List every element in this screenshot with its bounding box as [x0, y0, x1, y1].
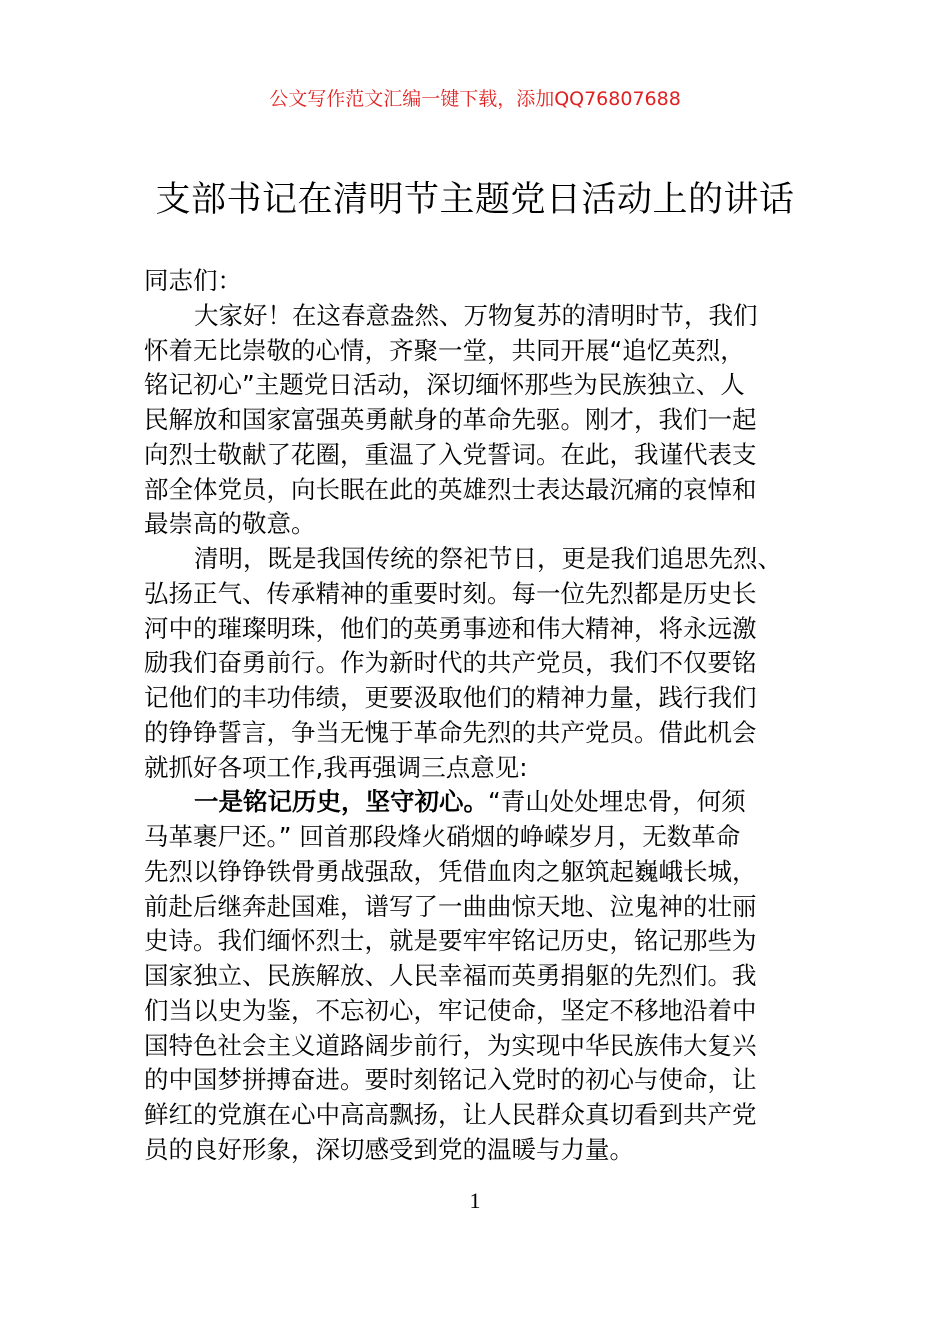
paragraph-line: 弘扬正气、传承精神的重要时刻。每一位先烈都是历史长	[144, 578, 757, 608]
paragraph-1	[144, 299, 814, 542]
paragraph-line	[144, 785, 814, 820]
document-body	[144, 264, 814, 1168]
paragraph-line: 记他们的丰功伟绩，更要汲取他们的精神力量，践行我们	[144, 683, 757, 712]
paragraph-line: 史诗。我们缅怀烈士，就是要牢牢铭记历史，铭记那些为	[144, 926, 757, 956]
paragraph-line: 的铮铮誓言，争当无愧于革命先烈的共产党员。借此机会	[144, 717, 757, 747]
paragraph-line: 铭记初心”主题党日活动，深切缅怀那些为民族独立、人	[144, 370, 745, 400]
paragraph-line: 励我们奋勇前行。作为新时代的共产党员，我们不仅要铭	[144, 648, 757, 678]
paragraph-line: 先烈以铮铮铁骨勇战强敌，凭借血肉之躯筑起巍峨长城，	[144, 856, 757, 886]
quote-text: “青山处处埋忠骨，何须	[488, 787, 746, 817]
download-promo-header: 公文写作范文汇编一键下载，添加QQ76807688	[269, 88, 681, 110]
document-title: 支部书记在清明节主题党日活动上的讲话	[155, 180, 795, 220]
page-number: 1	[469, 1188, 481, 1213]
paragraph-line: 们当以史为鉴，不忘初心，牢记使命，坚定不移地沿着中	[144, 995, 757, 1025]
paragraph-line: 最崇高的敬意。	[144, 509, 316, 539]
paragraph-line: 前赴后继奔赴国难，谱写了一曲曲惊天地、泣鬼神的壮丽	[144, 891, 757, 921]
paragraph-line: 河中的璀璨明珠，他们的英勇事迹和伟大精神，将永远激	[144, 613, 757, 643]
paragraph-line: 的中国梦拼搏奋进。要时刻铭记入党时的初心与使命，让	[144, 1065, 757, 1095]
paragraph-line: 马革裹尸还。” 回首那段烽火硝烟的峥嵘岁月，无数革命	[144, 822, 741, 851]
salutation: 同志们：	[144, 266, 242, 295]
paragraph-line: 清明，既是我国传统的祭祀节日，更是我们追思先烈、	[194, 544, 782, 573]
paragraph-line: 向烈士敬献了花圈，重温了入党誓词。在此，我谨代表支	[144, 439, 757, 469]
paragraph-3	[144, 785, 814, 1167]
section-heading: 一是铭记历史，坚守初心。	[194, 787, 488, 817]
paragraph-line: 鲜红的党旗在心中高高飘扬，让人民群众真切看到共产党	[144, 1100, 757, 1129]
paragraph-line: 国家独立、民族解放、人民幸福而英勇捐躯的先烈们。我	[144, 961, 757, 990]
paragraph-line: 部全体党员，向长眠在此的英雄烈士表达最沉痛的哀悼和	[144, 474, 757, 504]
paragraph-2	[144, 542, 814, 785]
paragraph-line: 国特色社会主义道路阔步前行，为实现中华民族伟大复兴	[144, 1030, 757, 1060]
paragraph-line: 员的良好形象，深切感受到党的温暖与力量。	[144, 1134, 634, 1164]
paragraph-line: 就抓好各项工作,我再强调三点意见:	[144, 752, 528, 782]
paragraph-line: 民解放和国家富强英勇献身的革命先驱。刚才，我们一起	[144, 405, 757, 434]
paragraph-line: 怀着无比崇敬的心情，齐聚一堂，共同开展“追忆英烈，	[144, 335, 745, 365]
paragraph-line: 大家好！在这春意盎然、万物复苏的清明时节，我们	[194, 300, 758, 330]
